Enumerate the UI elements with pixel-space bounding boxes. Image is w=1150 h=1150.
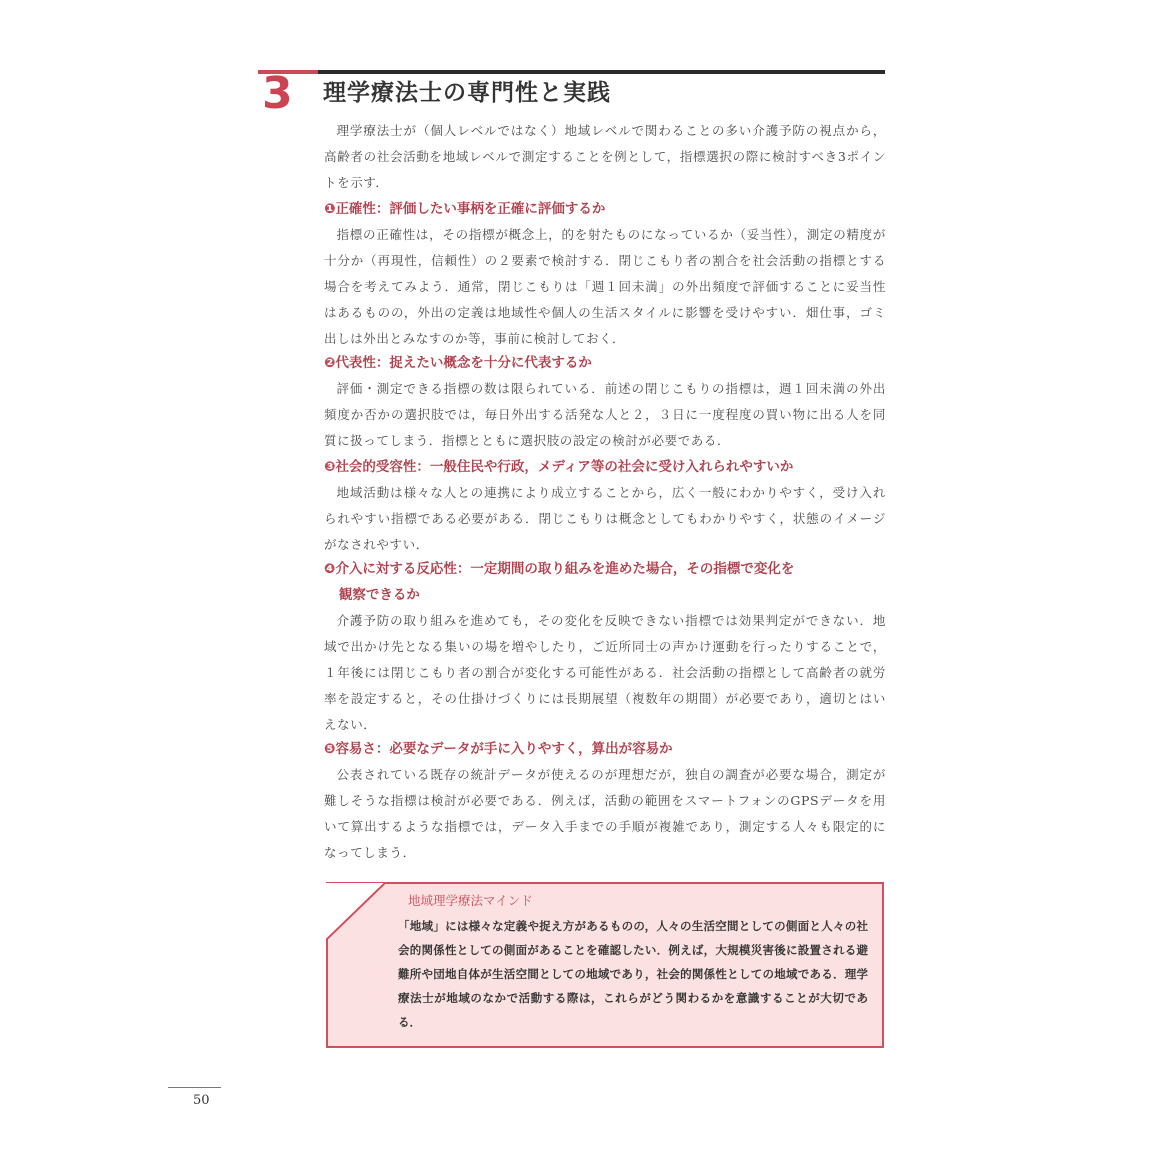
- point-heading-text-1: 正確性：評価したい事柄を正確に評価するか: [335, 201, 606, 217]
- point-heading-cont-4: 観察できるか: [338, 587, 420, 603]
- section-number: 3: [262, 68, 293, 119]
- page-number-rule: [168, 1087, 221, 1088]
- point-heading-3: [324, 454, 886, 480]
- point-body-4: 介護予防の取り組みを進めても，その変化を反映できない指標では効果判定ができない．地域で出かけ先となる集いの場を増やしたり，ご近所同士の声かけ運動を行ったりすることで，１年後には閉じこもり者の割合が変化する可能性がある．社会活動の指標として高齢者の就労率を設定すると，その仕掛けづくりには長期展望（複数年の期間）が必要であり，適切とはいえない．: [324, 613, 886, 732]
- mind-box-text: 「地域」には様々な定義や捉え方があるものの，人々の生活空間としての側面と人々の社会的関係性としての側面があることを確認したい．例えば，大規模災害後に設置される避難所や団地自体が生活空間としての地域であり，社会的関係性としての地域である．理学療法士が地域のなかで活動する際は，これらがどう関わるかを意識することが大切である．: [398, 919, 868, 1029]
- point-heading-5: [324, 736, 886, 762]
- point-marker-1: ❶: [324, 201, 336, 217]
- point-marker-3: ❸: [324, 459, 336, 475]
- point-body-1: 指標の正確性は，その指標が概念上，的を射たものになっているか（妥当性），測定の精度が十分か（再現性，信頼性）の２要素で検討する．閉じこもり者の割合を社会活動の指標とする場合を考えてみよう．通常，閉じこもりは「週１回未満」の外出頻度で評価することに妥当性はあるものの，外出の定義は地域性や個人の生活スタイルに影響を受けやすい．畑仕事，ゴミ出しは外出とみなすのか等，事前に検討しておく．: [324, 227, 886, 346]
- point-heading-4: [324, 556, 886, 608]
- point-heading-text-5: 容易さ：必要なデータが手に入りやすく，算出が容易か: [335, 741, 673, 757]
- point-body-5: 公表されている既存の統計データが使えるのが理想だが，独自の調査が必要な場合，測定が難しそうな指標は検討が必要である．例えば，活動の範囲をスマートフォンのGPSデータを用いて算出するような指標では，データ入手までの手順が複雑であり，測定する人々も限定的になってしまう．: [324, 767, 886, 860]
- point-marker-5: ❺: [324, 741, 336, 757]
- point-marker-2: ❷: [324, 355, 336, 371]
- point-body-2: 評価・測定できる指標の数は限られている．前述の閉じこもりの指標は，週１回未満の外出頻度か否かの選択肢では，毎日外出する活発な人と２，３日に一度程度の買い物に出る人を同質に扱ってしまう．指標とともに選択肢の設定の検討が必要である．: [324, 381, 886, 448]
- mind-box-tab-decoration: [326, 882, 386, 940]
- point-body-3: 地域活動は様々な人との連携により成立することから，広く一般にわかりやすく，受け入れられやすい指標である必要がある．閉じこもりは概念としてもわかりやすく，状態のイメージがなされやすい．: [324, 485, 886, 552]
- point-marker-4: ❹: [324, 561, 336, 577]
- intro-paragraph: 理学療法士が（個人レベルではなく）地域レベルで関わることの多い介護予防の視点から，高齢者の社会活動を地域レベルで測定することを例として，指標選択の際に検討すべき3ポイントを示す．: [324, 123, 886, 190]
- mind-box-title: 地域理学療法マインド: [408, 893, 533, 908]
- point-heading-text-2: 代表性：捉えたい概念を十分に代表するか: [335, 355, 592, 371]
- page-number: 50: [193, 1093, 210, 1108]
- point-heading-text-3: 社会的受容性：一般住民や行政，メディア等の社会に受け入れられやすいか: [335, 459, 794, 475]
- title-rule: [258, 70, 885, 74]
- section-title: 理学療法士の専門性と実践: [323, 80, 611, 106]
- point-heading-2: [324, 350, 886, 376]
- point-heading-1: [324, 196, 886, 222]
- point-heading-text-4: 介入に対する反応性：一定期間の取り組みを進めた場合，その指標で変化を: [335, 561, 795, 577]
